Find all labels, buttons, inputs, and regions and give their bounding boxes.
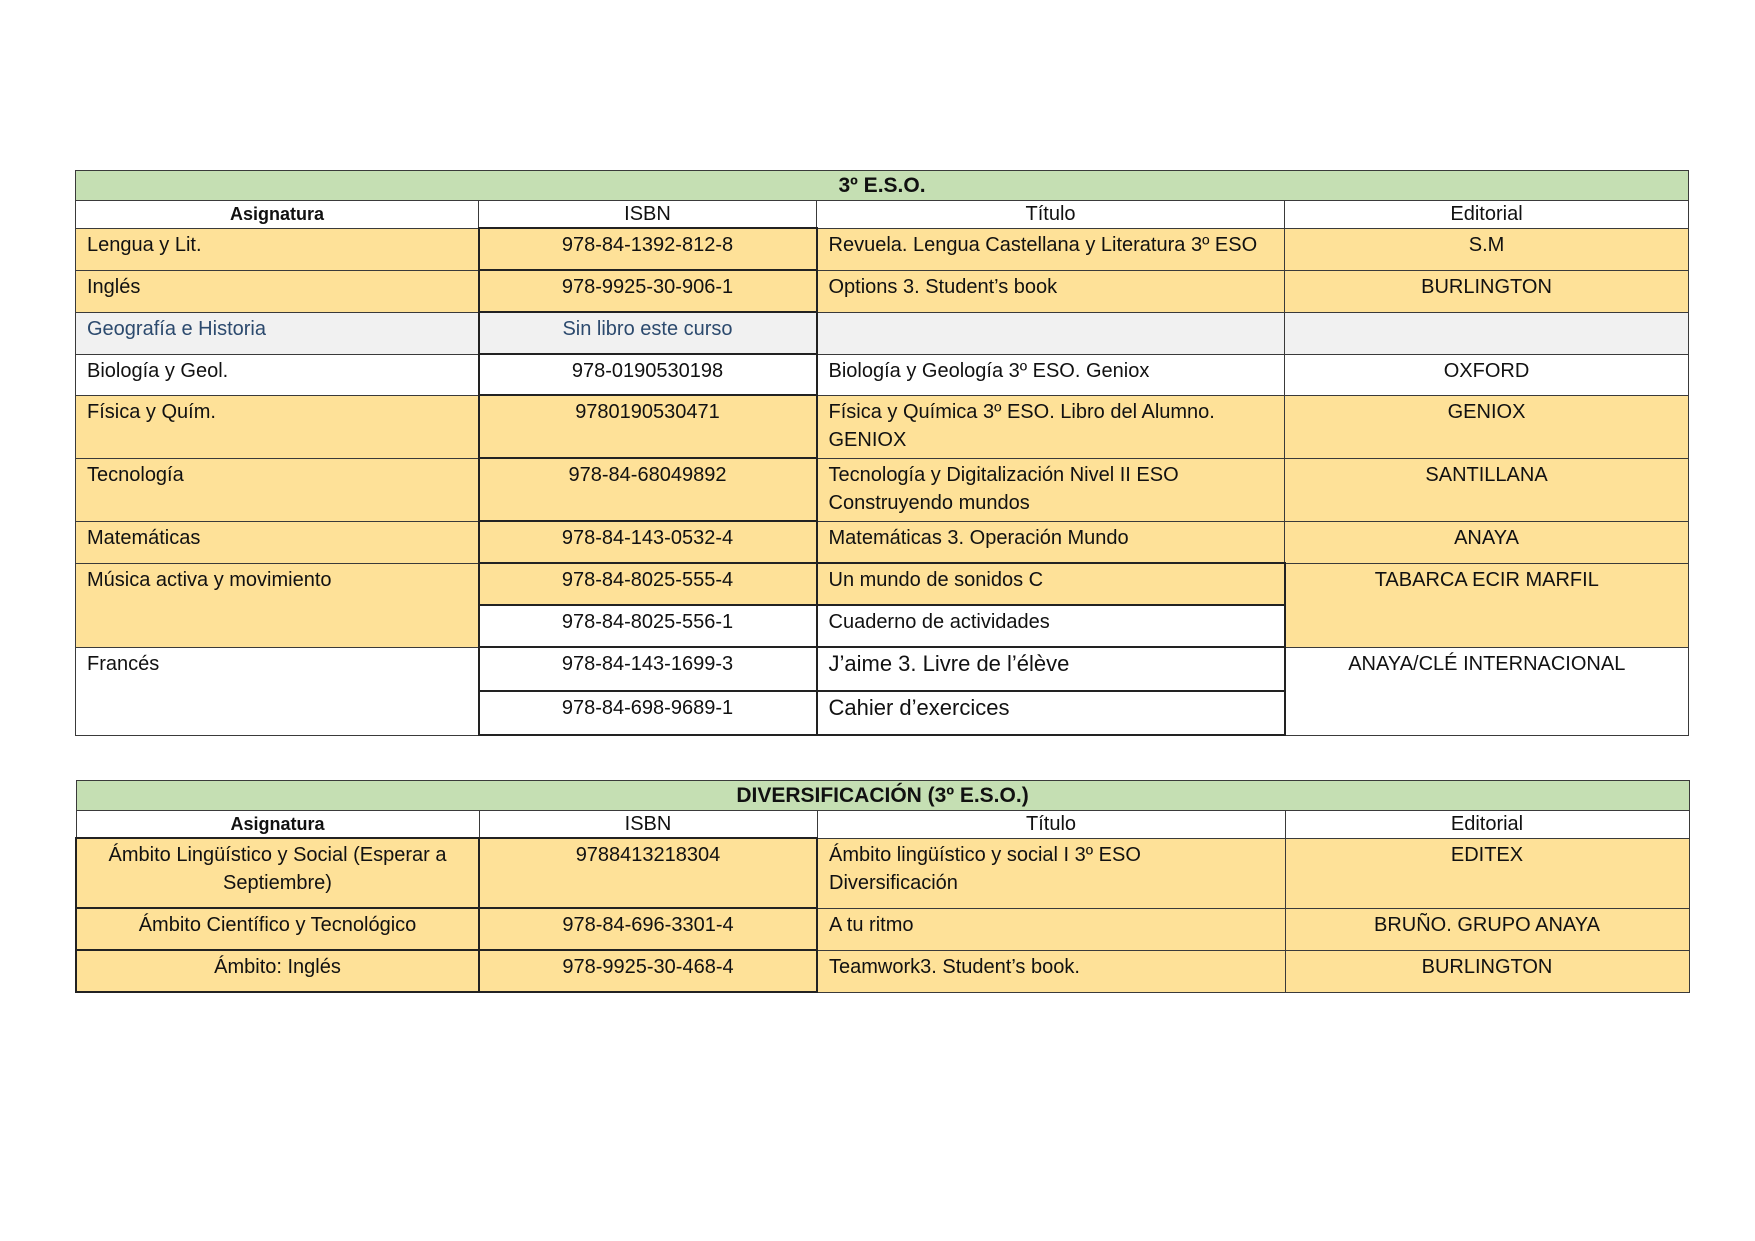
- book-table-3-eso: [75, 170, 1689, 736]
- publisher-cell: BURLINGTON: [1285, 950, 1689, 992]
- table-row: [76, 228, 1689, 270]
- title-cell: Revuela. Lengua Castellana y Literatura 3º ESO: [817, 228, 1285, 270]
- table-row: [76, 312, 1689, 354]
- subject-cell: Biología y Geol.: [76, 354, 479, 395]
- publisher-cell: BRUÑO. GRUPO ANAYA: [1285, 908, 1689, 950]
- subject-cell: Inglés: [76, 270, 479, 312]
- table-row: [76, 521, 1689, 563]
- header-title: Título: [817, 811, 1285, 839]
- table-title-row: [76, 171, 1689, 201]
- table-row: [76, 270, 1689, 312]
- subject-cell: Física y Quím.: [76, 395, 479, 458]
- title-cell: Matemáticas 3. Operación Mundo: [817, 521, 1285, 563]
- table-row: [76, 458, 1689, 521]
- title-cell: Ámbito lingüístico y social I 3º ESO Diversificación: [817, 838, 1285, 908]
- subject-cell: Ámbito Científico y Tecnológico: [76, 908, 479, 950]
- header-isbn: ISBN: [479, 201, 817, 229]
- publisher-cell: TABARCA ECIR MARFIL: [1285, 563, 1689, 647]
- table-row: [76, 908, 1689, 950]
- isbn-cell: 978-84-8025-555-4: [479, 563, 817, 605]
- isbn-cell: 978-0190530198: [479, 354, 817, 395]
- table-row: [76, 395, 1689, 458]
- isbn-cell: 978-84-143-0532-4: [479, 521, 817, 563]
- isbn-cell: 978-84-696-3301-4: [479, 908, 817, 950]
- isbn-cell: Sin libro este curso: [479, 312, 817, 354]
- isbn-cell: 9788413218304: [479, 838, 817, 908]
- isbn-cell: 978-9925-30-468-4: [479, 950, 817, 992]
- header-title: Título: [817, 201, 1285, 229]
- isbn-cell: 978-84-698-9689-1: [479, 691, 817, 735]
- title-cell: Cuaderno de actividades: [817, 605, 1285, 647]
- publisher-cell: S.M: [1285, 228, 1689, 270]
- header-publisher: Editorial: [1285, 201, 1689, 229]
- subject-cell: Geografía e Historia: [76, 312, 479, 354]
- table-title: DIVERSIFICACIÓN (3º E.S.O.): [76, 781, 1689, 811]
- publisher-cell: SANTILLANA: [1285, 458, 1689, 521]
- title-cell: Options 3. Student’s book: [817, 270, 1285, 312]
- book-table-diversificacion: [75, 780, 1690, 993]
- title-cell: Un mundo de sonidos C: [817, 563, 1285, 605]
- title-cell: Tecnología y Digitalización Nivel II ESO Construyendo mundos: [817, 458, 1285, 521]
- title-cell: Física y Química 3º ESO. Libro del Alumno. GENIOX: [817, 395, 1285, 458]
- table-row: [76, 563, 1689, 605]
- isbn-cell: 9780190530471: [479, 395, 817, 458]
- header-subject: Asignatura: [76, 201, 479, 229]
- table-row: [76, 838, 1689, 908]
- subject-cell: Ámbito Lingüístico y Social (Esperar a Septiembre): [76, 838, 479, 908]
- subject-cell: Música activa y movimiento: [76, 563, 479, 647]
- title-cell: Biología y Geología 3º ESO. Geniox: [817, 354, 1285, 395]
- publisher-cell: OXFORD: [1285, 354, 1689, 395]
- publisher-cell: EDITEX: [1285, 838, 1689, 908]
- isbn-cell: 978-84-1392-812-8: [479, 228, 817, 270]
- header-row: [76, 811, 1689, 839]
- header-publisher: Editorial: [1285, 811, 1689, 839]
- title-cell: Teamwork3. Student’s book.: [817, 950, 1285, 992]
- publisher-cell: [1285, 312, 1689, 354]
- isbn-cell: 978-84-8025-556-1: [479, 605, 817, 647]
- table-row: [76, 354, 1689, 395]
- subject-cell: Matemáticas: [76, 521, 479, 563]
- subject-cell: Francés: [76, 647, 479, 735]
- title-cell: [817, 312, 1285, 354]
- header-subject: Asignatura: [76, 811, 479, 839]
- publisher-cell: GENIOX: [1285, 395, 1689, 458]
- header-row: [76, 201, 1689, 229]
- table-row: [76, 950, 1689, 992]
- title-cell: A tu ritmo: [817, 908, 1285, 950]
- isbn-cell: 978-9925-30-906-1: [479, 270, 817, 312]
- header-isbn: ISBN: [479, 811, 817, 839]
- publisher-cell: ANAYA: [1285, 521, 1689, 563]
- subject-cell: Lengua y Lit.: [76, 228, 479, 270]
- table-title: 3º E.S.O.: [76, 171, 1689, 201]
- publisher-cell: ANAYA/CLÉ INTERNACIONAL: [1285, 647, 1689, 735]
- table-title-row: [76, 781, 1689, 811]
- title-cell: Cahier d’exercices: [817, 691, 1285, 735]
- title-cell: J’aime 3. Livre de l’élève: [817, 647, 1285, 691]
- isbn-cell: 978-84-68049892: [479, 458, 817, 521]
- publisher-cell: BURLINGTON: [1285, 270, 1689, 312]
- isbn-cell: 978-84-143-1699-3: [479, 647, 817, 691]
- table-row: [76, 647, 1689, 691]
- subject-cell: Ámbito: Inglés: [76, 950, 479, 992]
- subject-cell: Tecnología: [76, 458, 479, 521]
